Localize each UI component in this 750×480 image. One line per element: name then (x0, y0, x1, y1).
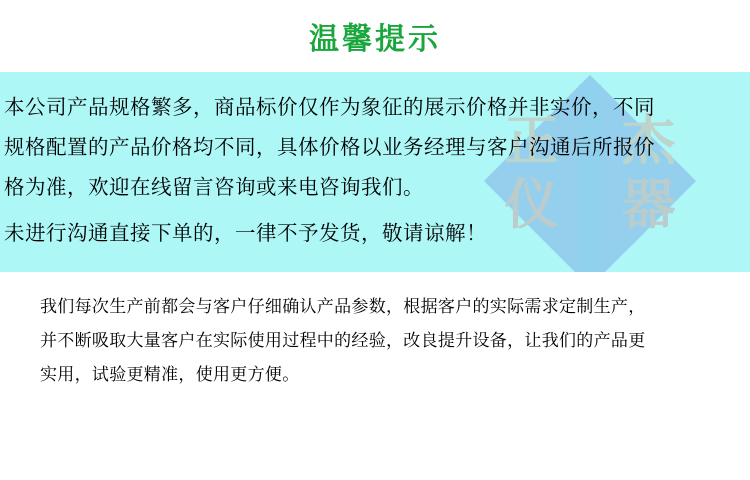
page-title: 温馨提示 (309, 23, 441, 56)
notice-panel (0, 72, 750, 272)
notice-line: 规格配置的产品价格均不同，具体价格以业务经理与客户沟通后所报价 (4, 136, 655, 159)
footer-line: 并不断吸取大量客户在实际使用过程中的经验，改良提升设备，让我们的产品更 (40, 331, 646, 350)
footer-line: 我们每次生产前都会与客户仔细确认产品参数，根据客户的实际需求定制生产， (40, 297, 646, 316)
footer-line: 实用，试验更精准，使用更方便。 (40, 365, 300, 384)
notice-line: 格为准，欢迎在线留言咨询或来电咨询我们。 (4, 176, 424, 199)
watermark-bottom-text: 仪 器 (504, 175, 700, 235)
notice-line: 未进行沟通直接下单的，一律不予发货，敬请谅解！ (4, 222, 487, 245)
notice-paragraph-main (4, 88, 746, 208)
notice-line: 本公司产品规格繁多，商品标价仅作为象征的展示价格并非实价，不同 (4, 96, 655, 119)
footer-text (0, 272, 750, 392)
notice-paragraph-warning (4, 214, 746, 254)
watermark-top-text: 正 杰 (504, 111, 700, 171)
